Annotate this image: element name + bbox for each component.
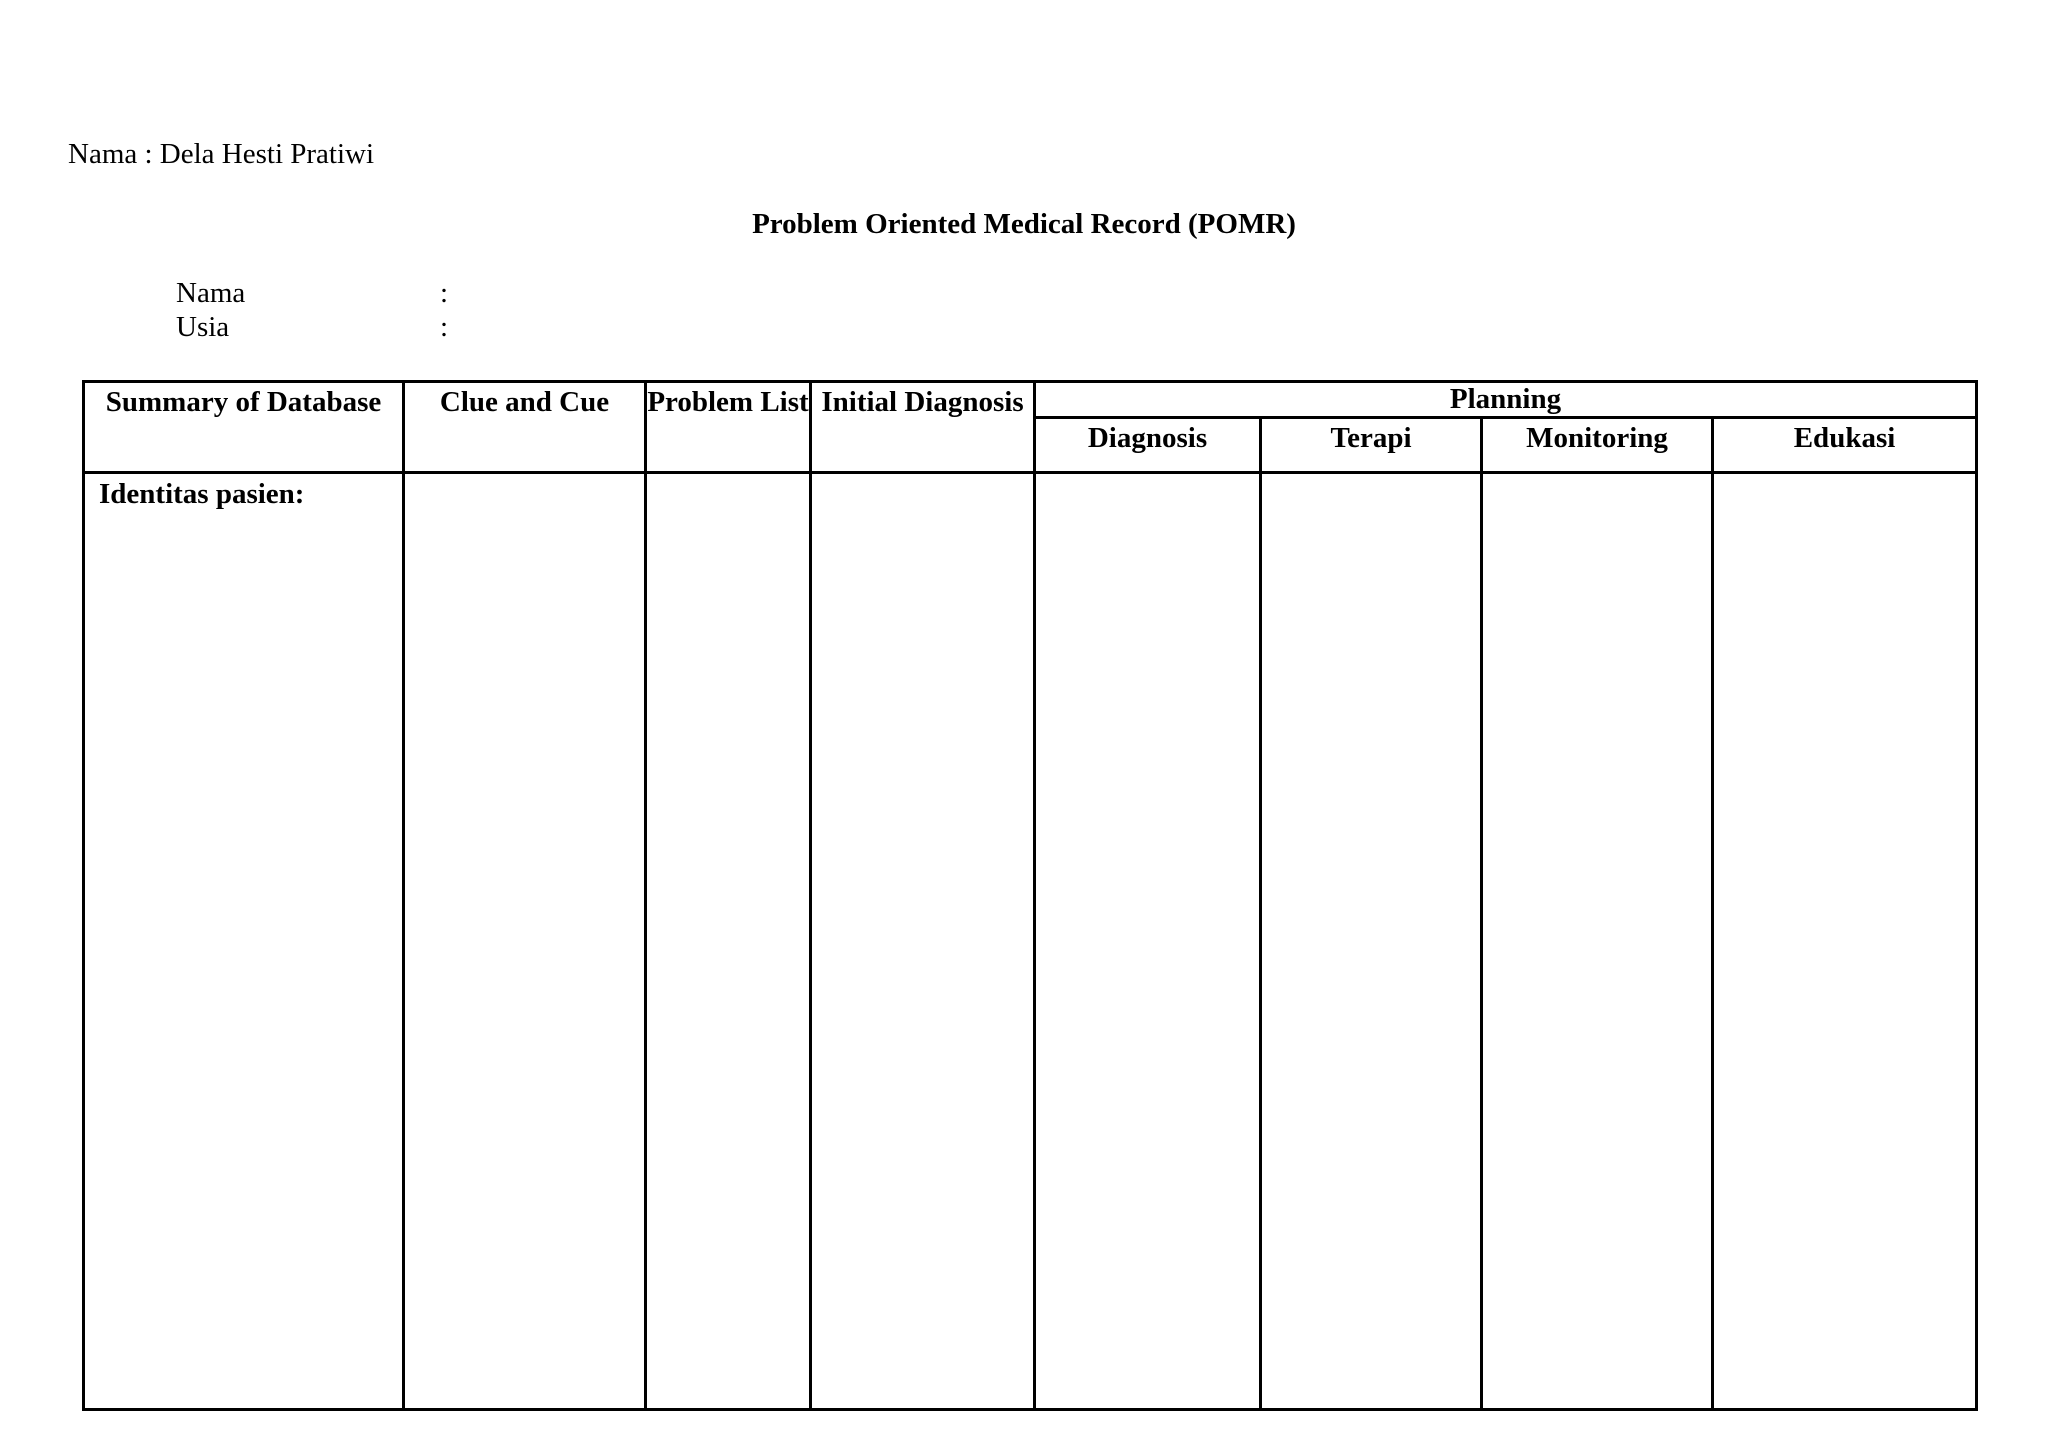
cell-planning-diagnosis <box>1035 473 1261 1410</box>
cell-planning-terapi <box>1261 473 1482 1410</box>
cell-planning-monitoring <box>1482 473 1713 1410</box>
patient-age-label: Usia <box>176 311 230 343</box>
patient-name-separator: : <box>440 277 449 309</box>
header-initial-diagnosis: Initial Diagnosis <box>811 382 1035 473</box>
author-name-line: Nama : Dela Hesti Pratiwi <box>68 138 375 170</box>
patient-age-separator: : <box>440 311 449 343</box>
pomr-table <box>82 380 1978 1411</box>
header-clue-and-cue: Clue and Cue <box>404 382 646 473</box>
table-row <box>84 473 1977 1410</box>
cell-planning-edukasi <box>1713 473 1977 1410</box>
header-planning-diagnosis: Diagnosis <box>1035 418 1261 473</box>
patient-name-label: Nama <box>176 277 246 309</box>
patient-age-field <box>176 310 448 344</box>
cell-initial-diagnosis <box>811 473 1035 1410</box>
header-planning-edukasi: Edukasi <box>1713 418 1977 473</box>
cell-summary-of-database: Identitas pasien: <box>84 473 404 1410</box>
cell-clue-and-cue <box>404 473 646 1410</box>
header-problem-list: Problem List <box>646 382 811 473</box>
header-planning-terapi: Terapi <box>1261 418 1482 473</box>
header-planning: Planning <box>1035 382 1977 418</box>
header-summary-of-database: Summary of Database <box>84 382 404 473</box>
header-planning-monitoring: Monitoring <box>1482 418 1713 473</box>
document-title: Problem Oriented Medical Record (POMR) <box>752 208 1296 240</box>
cell-problem-list <box>646 473 811 1410</box>
patient-name-field <box>176 276 448 310</box>
